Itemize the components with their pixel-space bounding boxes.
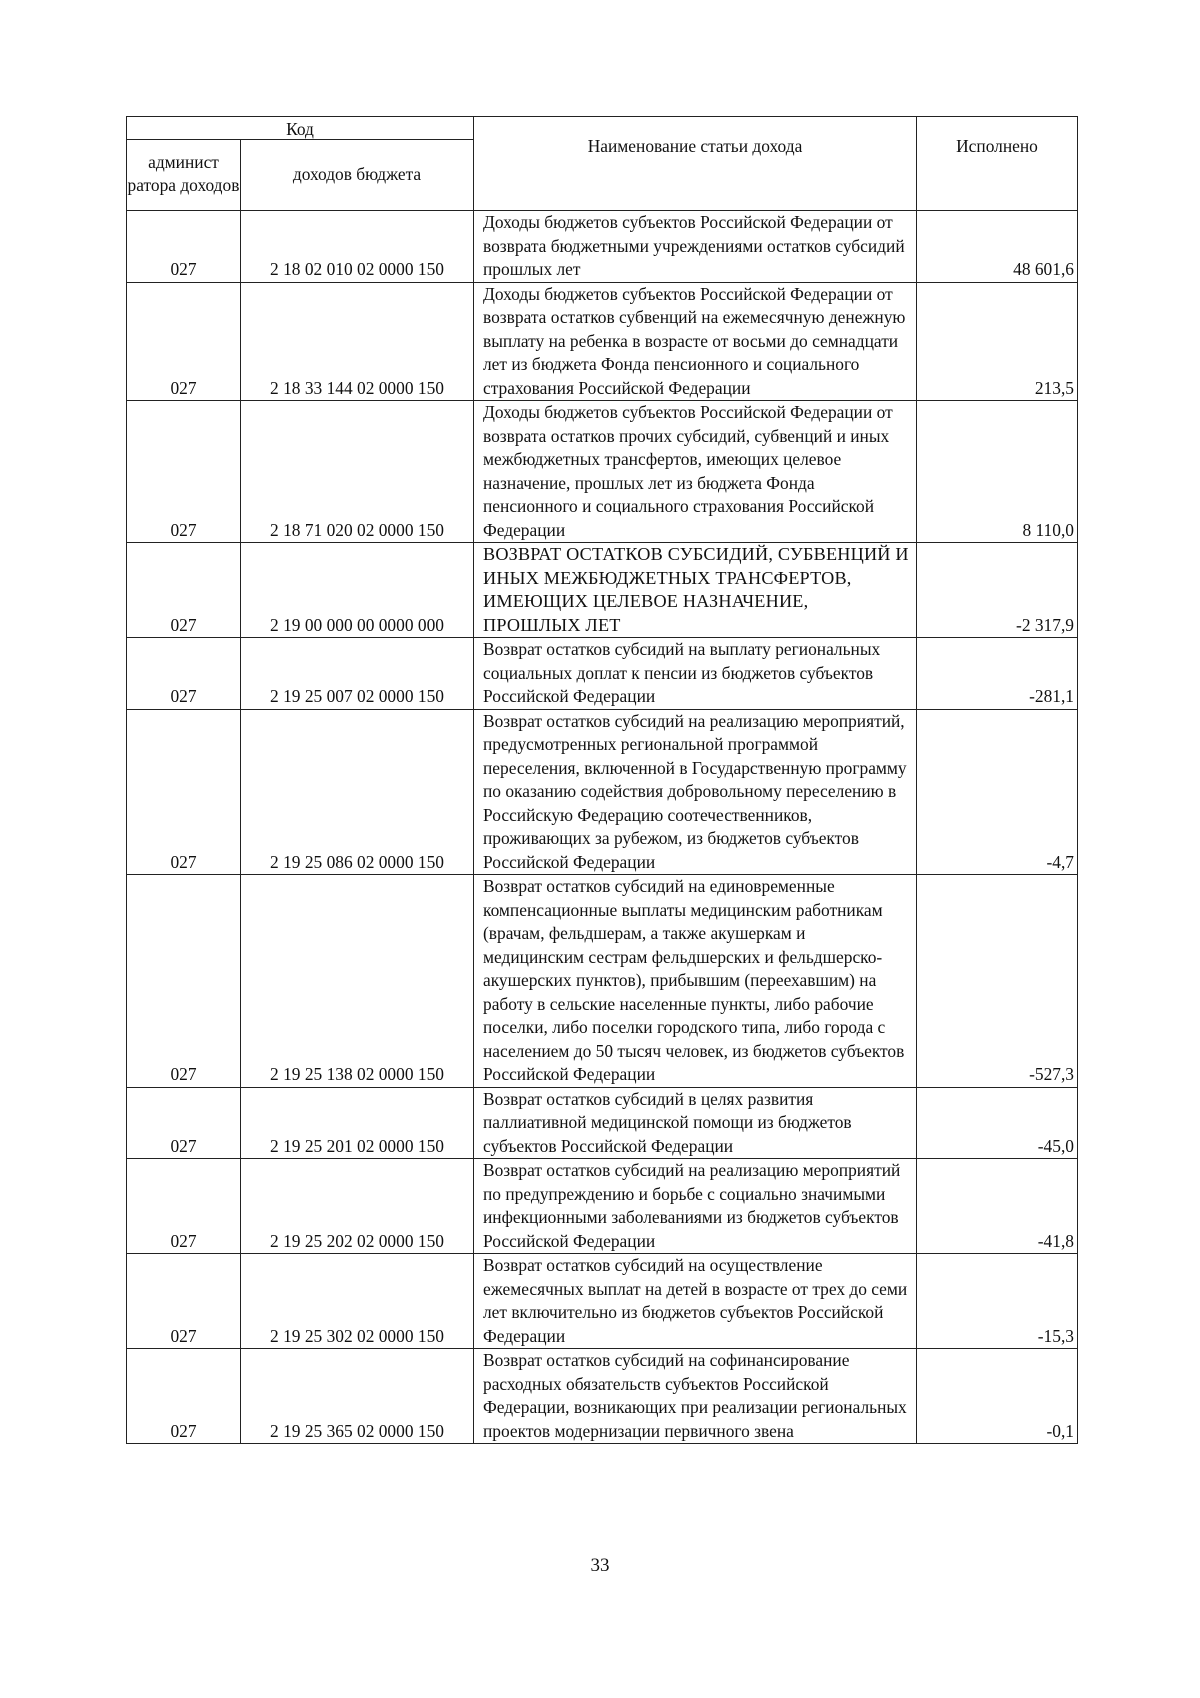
cell-name: Доходы бюджетов субъектов Российской Федерации от возврата бюджетными учреждениями остатков субсидий прошлых лет (474, 211, 917, 283)
table-row (127, 1159, 1078, 1254)
cell-name: Доходы бюджетов субъектов Российской Федерации от возврата остатков субвенций на ежемесячную денежную выплату на ребенка в возрасте от восьми до семнадцати лет из бюджета Фонда пенсионного и социального страхования Российской Федерации (474, 282, 917, 401)
cell-value: -41,8 (917, 1159, 1078, 1254)
header-code: доходов бюджета (241, 140, 474, 211)
page-number: 33 (590, 1555, 610, 1576)
cell-code: 2 19 25 007 02 0000 150 (241, 638, 474, 710)
cell-value: 48 601,6 (917, 211, 1078, 283)
cell-admin: 027 (127, 1254, 241, 1349)
header-admin: админист ратора доходов (127, 140, 241, 211)
cell-admin: 027 (127, 1159, 241, 1254)
cell-admin: 027 (127, 1349, 241, 1444)
cell-value: -0,1 (917, 1349, 1078, 1444)
cell-name: Возврат остатков субсидий в целях развития паллиативной медицинской помощи из бюджетов субъектов Российской Федерации (474, 1087, 917, 1159)
cell-name: ВОЗВРАТ ОСТАТКОВ СУБСИДИЙ, СУБВЕНЦИЙ И ИНЫХ МЕЖБЮДЖЕТНЫХ ТРАНСФЕРТОВ, ИМЕЮЩИХ ЦЕЛЕВОЕ НАЗНАЧЕНИЕ, ПРОШЛЫХ ЛЕТ (474, 543, 917, 638)
cell-value: -4,7 (917, 709, 1078, 875)
table-row (127, 1349, 1078, 1444)
cell-value: -281,1 (917, 638, 1078, 710)
cell-value: 213,5 (917, 282, 1078, 401)
cell-value: -45,0 (917, 1087, 1078, 1159)
cell-code: 2 19 25 202 02 0000 150 (241, 1159, 474, 1254)
cell-name: Возврат остатков субсидий на единовременные компенсационные выплаты медицинским работникам (врачам, фельдшерам, а также акушеркам и медицинским сестрам фельдшерских и фельдшерско-акушерских пунктов), прибывшим (переехавшим) на работу в сельские населенные пункты, либо рабочие поселки, либо поселки городского типа, либо города с населением до 50 тысяч человек, из бюджетов субъектов Российской Федерации (474, 875, 917, 1088)
cell-value: -527,3 (917, 875, 1078, 1088)
cell-code: 2 18 33 144 02 0000 150 (241, 282, 474, 401)
cell-code: 2 18 02 010 02 0000 150 (241, 211, 474, 283)
table-row (127, 875, 1078, 1088)
cell-admin: 027 (127, 211, 241, 283)
cell-code: 2 18 71 020 02 0000 150 (241, 401, 474, 543)
budget-revenue-table (126, 116, 1078, 1444)
cell-admin: 027 (127, 1087, 241, 1159)
table-row (127, 211, 1078, 283)
cell-name: Доходы бюджетов субъектов Российской Федерации от возврата остатков прочих субсидий, субвенций и иных межбюджетных трансфертов, имеющих целевое назначение, прошлых лет из бюджета Фонда пенсионного и социального страхования Российской Федерации (474, 401, 917, 543)
table-row (127, 401, 1078, 543)
cell-value: -2 317,9 (917, 543, 1078, 638)
cell-value: 8 110,0 (917, 401, 1078, 543)
cell-admin: 027 (127, 875, 241, 1088)
table-row (127, 638, 1078, 710)
header-value: Исполнено (917, 117, 1078, 211)
cell-code: 2 19 25 302 02 0000 150 (241, 1254, 474, 1349)
cell-admin: 027 (127, 401, 241, 543)
cell-code: 2 19 25 365 02 0000 150 (241, 1349, 474, 1444)
table-row (127, 1254, 1078, 1349)
table-row (127, 709, 1078, 875)
header-kod: Код (127, 117, 474, 140)
cell-name: Возврат остатков субсидий на реализацию мероприятий по предупреждению и борьбе с социально значимыми инфекционными заболеваниями из бюджетов субъектов Российской Федерации (474, 1159, 917, 1254)
cell-name: Возврат остатков субсидий на реализацию мероприятий, предусмотренных региональной программой переселения, включенной в Государственную программу по оказанию содействия добровольному переселению в Российскую Федерацию соотечественников, проживающих за рубежом, из бюджетов субъектов Российской Федерации (474, 709, 917, 875)
header-row-1 (127, 117, 1078, 140)
cell-value: -15,3 (917, 1254, 1078, 1349)
cell-code: 2 19 25 086 02 0000 150 (241, 709, 474, 875)
table-row (127, 1087, 1078, 1159)
cell-code: 2 19 00 000 00 0000 000 (241, 543, 474, 638)
cell-admin: 027 (127, 638, 241, 710)
cell-admin: 027 (127, 709, 241, 875)
table-row (127, 543, 1078, 638)
cell-name: Возврат остатков субсидий на выплату региональных социальных доплат к пенсии из бюджетов субъектов Российской Федерации (474, 638, 917, 710)
table-row (127, 282, 1078, 401)
cell-name: Возврат остатков субсидий на софинансирование расходных обязательств субъектов Российской Федерации, возникающих при реализации региональных проектов модернизации первичного звена (474, 1349, 917, 1444)
cell-admin: 027 (127, 282, 241, 401)
header-name: Наименование статьи дохода (474, 117, 917, 211)
cell-code: 2 19 25 138 02 0000 150 (241, 875, 474, 1088)
cell-name: Возврат остатков субсидий на осуществление ежемесячных выплат на детей в возрасте от трех до семи лет включительно из бюджетов субъектов Российской Федерации (474, 1254, 917, 1349)
cell-code: 2 19 25 201 02 0000 150 (241, 1087, 474, 1159)
cell-admin: 027 (127, 543, 241, 638)
